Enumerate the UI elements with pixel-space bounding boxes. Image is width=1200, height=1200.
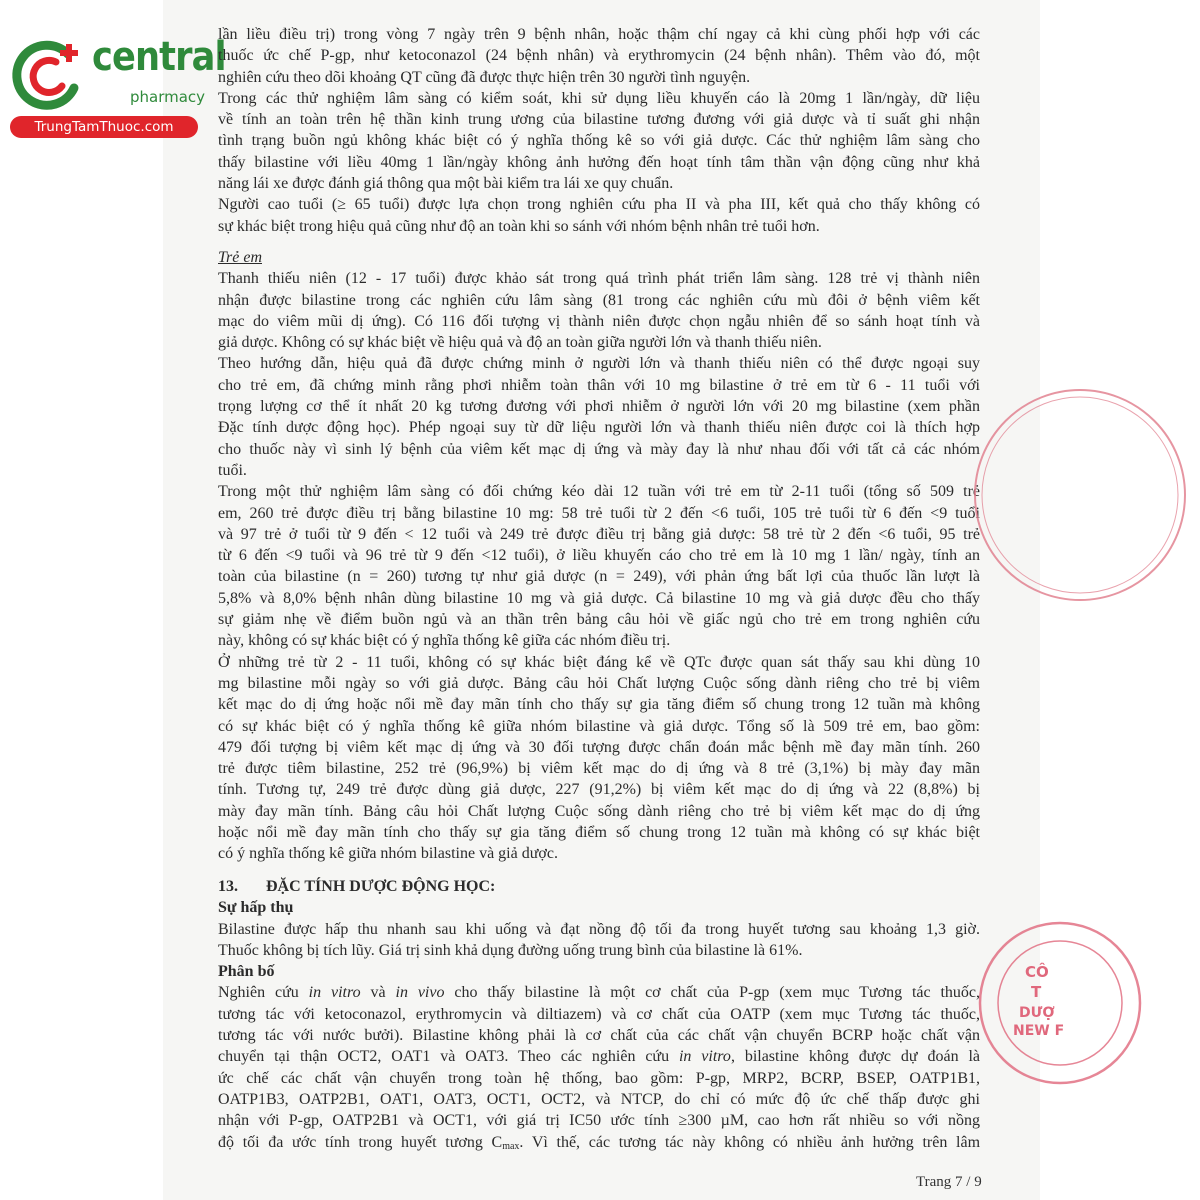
- text-line: có sự khác biệt có ý nghĩa thống kê giữa nhóm bilastine và giả dược. Tổng số là 509 trẻ em, bao gồm:: [218, 717, 980, 735]
- text-line: Người cao tuổi (≥ 65 tuổi) được lựa chọn trong nghiên cứu pha II và pha III, kết quả cho thấy không có: [218, 196, 980, 214]
- stamp-text-1: CÔ: [1025, 963, 1049, 981]
- subheading: [218, 247, 980, 268]
- text-line: Đặc tính dược động học). Phép ngoại suy từ dữ liệu người lớn và thanh thiếu niên được coi là thích hợp: [218, 419, 980, 437]
- italic-term: in vitro: [308, 984, 361, 1002]
- subheading: [218, 897, 980, 918]
- text-line: tuổi.: [218, 461, 247, 479]
- text-line: [218, 982, 980, 1003]
- text-run: Nghiên cứu: [218, 984, 309, 1002]
- stamp-text-4: NEW F: [1013, 1023, 1065, 1039]
- page-number: Trang 7 / 9: [916, 1174, 982, 1190]
- subheading-text: Phân bố: [218, 963, 275, 981]
- text-line: và 97 trẻ ở tuổi từ 9 đến < 12 tuổi và 249 trẻ được điều trị bằng giả dược: 58 trẻ từ 2 đến <6 tuổi, 95 trẻ: [218, 525, 980, 543]
- text-line: nghiên cứu theo dõi khoảng QT cũng đã được thực hiện trên 30 người tình nguyện.: [218, 68, 751, 86]
- text-line: lần liều điều trị) trong vòng 7 ngày trên 9 bệnh nhân, hoặc thậm chí ngay cả khi cùng phối hợp với các: [218, 26, 980, 43]
- text-line: Trong một thử nghiệm lâm sàng có đối chứng kéo dài 12 tuần với trẻ em từ 2-11 tuổi (tổng số 509 trẻ: [218, 483, 980, 501]
- italic-term: in vitro: [678, 1048, 731, 1066]
- text-run: chuyển tại thận OCT2, OAT1 và OAT3. Theo các nghiên cứu: [218, 1048, 679, 1066]
- text-run: và: [360, 984, 396, 1002]
- logo-tagline: pharmacy: [130, 88, 206, 106]
- text-line: năng lái xe được đánh giá thông qua một bài kiểm tra lái xe quy chuẩn.: [218, 175, 674, 193]
- text-line: ức chế các chất vận chuyển trong toàn hệ thống, bao gồm: P-gp, MRP2, BCRP, BSEP, OATP1B1,: [218, 1069, 980, 1087]
- text-line: [218, 1132, 980, 1153]
- text-line: em, 260 trẻ được điều trị bằng bilastine 10 mg: 58 trẻ tuổi từ 2 đến <6 tuổi, 105 trẻ tuổi từ 6 đến <9 tuổi: [218, 504, 980, 522]
- text-run: . Vì thế, các tương tác này không có nhiều ảnh hưởng trên lâm: [519, 1133, 981, 1151]
- text-run: cho thấy bilastine là một cơ chất của P-gp (xem mục Tương tác thuốc,: [444, 984, 981, 1002]
- red-stamp-top: [970, 440, 1040, 550]
- text-line: tính. Tương tự, 249 trẻ được dùng giả dược, 227 (91,2%) bị viêm kết mạc do dị ứng và 22 (8,8%) bị: [218, 781, 980, 799]
- text-line: mày đay mãn tính. Bảng câu hỏi Chất lượng Cuộc sống dành riêng cho trẻ bị viêm kết mạc do dị ứng: [218, 802, 980, 820]
- text-line: thấy bilastine với liều 40mg 1 lần/ngày không ảnh hưởng đến hoạt tính tâm thần vận động cũng như khả: [218, 153, 980, 171]
- text-line: toàn của bilastine (n = 260) tương tự như giả dược (n = 249), với phản ứng bất lợi của thuốc lần lượt là: [218, 568, 980, 586]
- section-title: ĐẶC TÍNH DƯỢC ĐỘNG HỌC:: [266, 878, 496, 895]
- section-heading: [218, 876, 980, 897]
- text-line: về tính an toàn trên hệ thần kinh trung ương của bilastine tương đương với giả dược và tỉ suất ghi nhận: [218, 111, 980, 129]
- text-line: Bilastine được hấp thu nhanh sau khi uống và đạt nồng độ tối đa trong huyết tương sau khoảng 1,3 giờ.: [218, 920, 980, 938]
- text-line: sự khác biệt trong hiệu quả cũng như độ an toàn khi so sánh với nhóm bệnh nhân trẻ tuổi hơn.: [218, 217, 820, 235]
- text-run: độ tối đa ước tính trong huyết tương C: [218, 1133, 503, 1151]
- text-line: sự giảm nhẹ về điểm buồn ngủ và an thần trên bảng câu hỏi về giấc ngủ cho trẻ em trong nghiên cứu: [218, 611, 980, 629]
- text-line: [218, 1046, 980, 1067]
- text-line: trọng lượng cơ thể ít nhất 20 kg tương đương với phơi nhiễm ở người lớn với 20 mg bilastine (xem phần: [218, 398, 980, 416]
- text-line: 479 đối tượng bị viêm kết mạc dị ứng và 30 đối tượng được chẩn đoán mắc bệnh mề đay mãn tính. 260: [218, 738, 980, 756]
- subheading-text: Trẻ em: [218, 249, 262, 266]
- text-line: nhận được bilastine trong các nghiên cứu lâm sàng (81 trong các nghiên cứu mù đôi ở bệnh viêm kết: [218, 291, 980, 309]
- central-pharmacy-logo: [8, 34, 226, 140]
- text-line: trẻ được tiêm bilastine, 252 trẻ (96,9%) bị viêm kết mạc do dị ứng và 8 trẻ (3,1%) bị mày đay mãn: [218, 760, 980, 778]
- text-line: kết mạc do dị ứng hoặc nổi mề đay mãn tính cho thấy sự gia tăng điểm số chung trong 12 tuần mà không: [218, 696, 980, 714]
- red-company-stamp: [975, 915, 1065, 1095]
- text-line: cho trẻ em, đã chứng minh rằng phơi nhiễm toàn thân với 10 mg bilastine ở trẻ em từ 6 - 11 tuổi với: [218, 376, 980, 394]
- text-line: hoặc nổi mề đay mãn tính cho thấy sự gia tăng điểm số chung trong 12 tuần mà không có sự khác biệt: [218, 824, 980, 842]
- logo-site-badge: TrungTamThuoc.com: [10, 116, 198, 138]
- stamp-text-2: T: [1031, 983, 1042, 1001]
- text-line: thuốc ức chế P-gp, như ketoconazol (24 bệnh nhân) và erythromycin (24 bệnh nhân). Thêm vào đó, một: [218, 47, 980, 65]
- italic-term: in vivo: [395, 984, 445, 1002]
- subscript: max: [502, 1140, 520, 1152]
- section-number: 13.: [218, 878, 238, 895]
- text-line: 5,8% và 8,0% bệnh nhân dùng bilastine 10 mg và giả dược. Cả bilastine 10 mg và giả dược đều cho thấy: [218, 589, 980, 607]
- text-line: giả dược. Không có sự khác biệt về hiệu quả và độ an toàn giữa người lớn và thanh thiếu niên.: [218, 334, 822, 352]
- text-line: nhận với P-gp, OATP2B1 và OCT1, với giá trị IC50 ước tính ≥300 µM, cao hơn rất nhiều so với nồng: [218, 1112, 980, 1130]
- text-run: , bilastine không được dự đoán là: [730, 1048, 980, 1066]
- text-line: mg bilastine mỗi ngày so với giả dược. Bảng câu hỏi Chất lượng Cuộc sống dành riêng cho trẻ bị viêm: [218, 674, 980, 692]
- text-line: cho thuốc này vì sinh lý bệnh của viêm kết mạc dị ứng và mày đay là như nhau đối với tất cả các nhóm: [218, 440, 980, 458]
- section-safety: [218, 24, 980, 237]
- text-line: tương tác với ketoconazol, erythromycin và diltiazem) và cơ chất của OATP (xem mục Tương tác thuốc,: [218, 1005, 980, 1023]
- section-pharmacokinetics: [218, 876, 980, 1153]
- text-line: Ở những trẻ từ 2 - 11 tuổi, không có sự khác biệt đáng kể về QTc được quan sát thấy sau khi dùng 10: [218, 653, 980, 671]
- text-line: tình trạng buồn ngủ không khác biệt có ý nghĩa thống kê so với giả dược. Các thử nghiệm lâm sàng cho: [218, 132, 980, 150]
- text-line: này, không có sự khác biệt có ý nghĩa thống kê giữa các nhóm điều trị.: [218, 632, 671, 650]
- subheading: [218, 961, 980, 982]
- pharmacy-c-cross-icon: [10, 36, 90, 114]
- text-line: Theo hướng dẫn, hiệu quả đã được chứng minh ở người lớn và thanh thiếu niên có thể được ngoại suy: [218, 355, 980, 373]
- subheading-text: Sự hấp thụ: [218, 899, 294, 917]
- text-line: Thanh thiếu niên (12 - 17 tuổi) được khảo sát trong quá trình phát triển lâm sàng. 128 trẻ vị thành niên: [218, 270, 980, 288]
- stamp-text-3: DƯỢ: [1019, 1005, 1055, 1021]
- text-line: Trong các thử nghiệm lâm sàng có kiểm soát, khi sử dụng liều khuyến cáo là 20mg 1 lần/ngày, dữ liệu: [218, 89, 980, 107]
- text-line: Thuốc không bị tích lũy. Giá trị sinh khả dụng đường uống trung bình của bilastine là 61%.: [218, 941, 803, 959]
- text-line: OATP1B3, OATP2B1, OAT1, OAT3, OCT1, OCT2, và NTCP, do chỉ có mức độ ức chế thấp được ghi: [218, 1090, 980, 1108]
- logo-brand: central: [92, 34, 226, 80]
- text-line: có ý nghĩa thống kê giữa nhóm bilastine và giả dược.: [218, 845, 558, 863]
- text-line: mạc do viêm mũi dị ứng). Có 116 đối tượng vị thành niên được chọn ngẫu nhiên để so sánh hoạt tính và: [218, 312, 980, 330]
- text-line: tương tác với nước bưởi). Bilastine không phải là cơ chất của các chất vận chuyển BCRP hoặc chất vận: [218, 1027, 980, 1045]
- text-line: từ 6 đến <9 tuổi và 96 trẻ từ 9 đến <12 tuổi), ở liều khuyến cáo cho trẻ em là 10 mg 1 lần/ ngày, tính an: [218, 547, 980, 565]
- section-children: [218, 247, 980, 865]
